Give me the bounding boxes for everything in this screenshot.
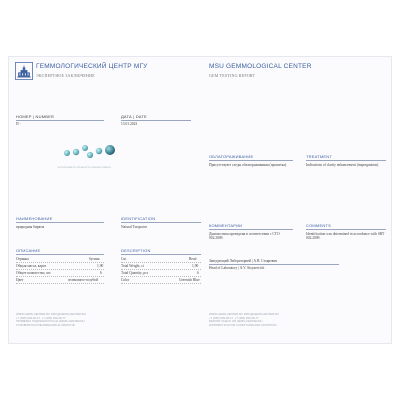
- date-value: 13.01.2023: [121, 122, 138, 126]
- treatment-value-en: Indications of clarity enhancement (impregnation).: [306, 163, 380, 167]
- number-value: П -: [16, 122, 21, 126]
- row-divider: [16, 269, 104, 270]
- description-label-ru: ОПИСАНИЕ: [16, 248, 41, 253]
- desc-ru-row-value: 6: [100, 271, 102, 275]
- identification-value-ru: природная бирюза: [16, 225, 45, 229]
- row-divider: [16, 283, 104, 284]
- row-divider: [16, 262, 104, 263]
- desc-ru-row-label: Общее количество, шт.: [16, 271, 52, 275]
- date-label: ДАТА | DATE: [121, 114, 147, 119]
- desc-en-row-label: Total Quantity, pcs: [121, 271, 149, 275]
- desc-ru-row-label: Общая масса, карат: [16, 264, 46, 268]
- footer-right-line: DISTRIBUTION FOR CONDITIONS AND LIMITATION: [209, 322, 277, 327]
- comments-value-ru: Диагностика проведена в соответствии с СТО 002.2009.: [209, 232, 280, 241]
- row-divider: [16, 276, 104, 277]
- desc-en-row-value: 6: [197, 271, 199, 275]
- treatment-underline-en: [306, 160, 386, 161]
- identification-underline-en: [121, 222, 201, 223]
- treatment-value-ru: Присутствуют следы облагораживания (пропитка).: [209, 163, 288, 167]
- identification-label-en: IDENTIFICATION: [121, 216, 156, 221]
- desc-en-row-label: Color: [121, 278, 130, 282]
- description-label-en: DESCRIPTION: [121, 248, 151, 253]
- comments-underline-en: [306, 229, 386, 230]
- footer-left-line: УСЛОВИЯ ИСПОЛЬЗОВАНИЯ НА ОБОРОТЕ: [16, 322, 75, 327]
- identification-underline-ru: [16, 222, 104, 223]
- comments-label-en: COMMENTS: [306, 223, 331, 228]
- desc-ru-row-value: 1,90: [97, 264, 104, 268]
- desc-ru-row-label: Огранка: [16, 257, 29, 261]
- description-underline-en: [121, 254, 201, 255]
- footer-left-line: ПРОВЕРКА ПОДЛИННОСТИ НА GEMS-CENTER.RU: [16, 319, 85, 324]
- header-subtitle-en: GEM TESTING REPORT: [209, 73, 256, 78]
- signature-ru: Заведующий Лабораторией | А.В. Стояревич: [209, 259, 278, 263]
- header-title-en: MSU GEMMOLOGICAL CENTER: [209, 63, 312, 70]
- footer-right-line: WWW.GEMS-CENTER.RU INFO@GEMS-CENTER.RU: [209, 312, 279, 316]
- footer-left-line: +7 (495) 939-30-47, +7 (495) 939-49-77: [16, 315, 66, 320]
- number-label: НОМЕР | NUMBER: [16, 114, 55, 119]
- row-divider: [121, 276, 201, 277]
- row-divider: [121, 269, 201, 270]
- photo-caption: ФОТОГРАФИЯ НЕ ОТРАЖАЕТ РЕАЛЬНЫЕ РАЗМЕРЫ: [57, 167, 111, 169]
- gem-report-card: [8, 56, 392, 344]
- footer-left-line: WWW.GEMS-CENTER.RU INFO@GEMS-CENTER.RU: [16, 312, 86, 316]
- signature-en: Head of Laboratory | A.V. Stoyarevich: [209, 266, 265, 270]
- signature-underline: [209, 264, 339, 265]
- desc-en-row-value: Greenish Blue: [179, 278, 200, 282]
- desc-en-row-value: 1,90: [192, 264, 199, 268]
- row-divider: [121, 262, 201, 263]
- date-underline: [121, 120, 191, 121]
- footer-right: [209, 313, 279, 327]
- desc-ru-row-value: зеленовато-голубой: [68, 278, 99, 282]
- footer-right-line: REPORT CHECK ON GEMS-CENTER.RU: [209, 319, 263, 324]
- comments-label-ru: КОММЕНТАРИИ: [209, 223, 243, 228]
- description-underline-ru: [16, 254, 104, 255]
- desc-en-row-value: Bead: [189, 257, 197, 261]
- footer-left: [16, 313, 86, 327]
- header-title-ru: ГЕММОЛОГИЧЕСКИЙ ЦЕНТР МГУ: [36, 63, 148, 70]
- header-subtitle-ru: ЭКСПЕРТНОЕ ЗАКЛЮЧЕНИЕ: [36, 73, 95, 78]
- footer-right-line: +7 (495) 939-30-47, +7 (495) 939-49-77: [209, 315, 259, 320]
- comments-value-en: Identification was determined in accordance with SRT 002.2009.: [306, 232, 385, 241]
- desc-en-row-label: Total Weight, ct: [121, 264, 144, 268]
- desc-en-row-label: Cut: [121, 257, 127, 261]
- treatment-label-en: TREATMENT: [306, 154, 332, 159]
- comments-underline-ru: [209, 229, 293, 230]
- treatment-underline-ru: [209, 160, 293, 161]
- treatment-label-ru: ОБЛАГОРАЖИВАНИЕ: [209, 154, 254, 159]
- desc-ru-row-value: бусина: [89, 257, 100, 261]
- msu-building-logo-icon: [15, 62, 33, 80]
- number-underline: [16, 120, 104, 121]
- turquoise-beads-photo: [59, 139, 121, 161]
- row-divider: [121, 283, 201, 284]
- identification-label-ru: НАИМЕНОВАНИЕ: [16, 216, 53, 221]
- identification-value-en: Natural Turquoise: [121, 225, 148, 229]
- desc-ru-row-label: Цвет: [16, 278, 24, 282]
